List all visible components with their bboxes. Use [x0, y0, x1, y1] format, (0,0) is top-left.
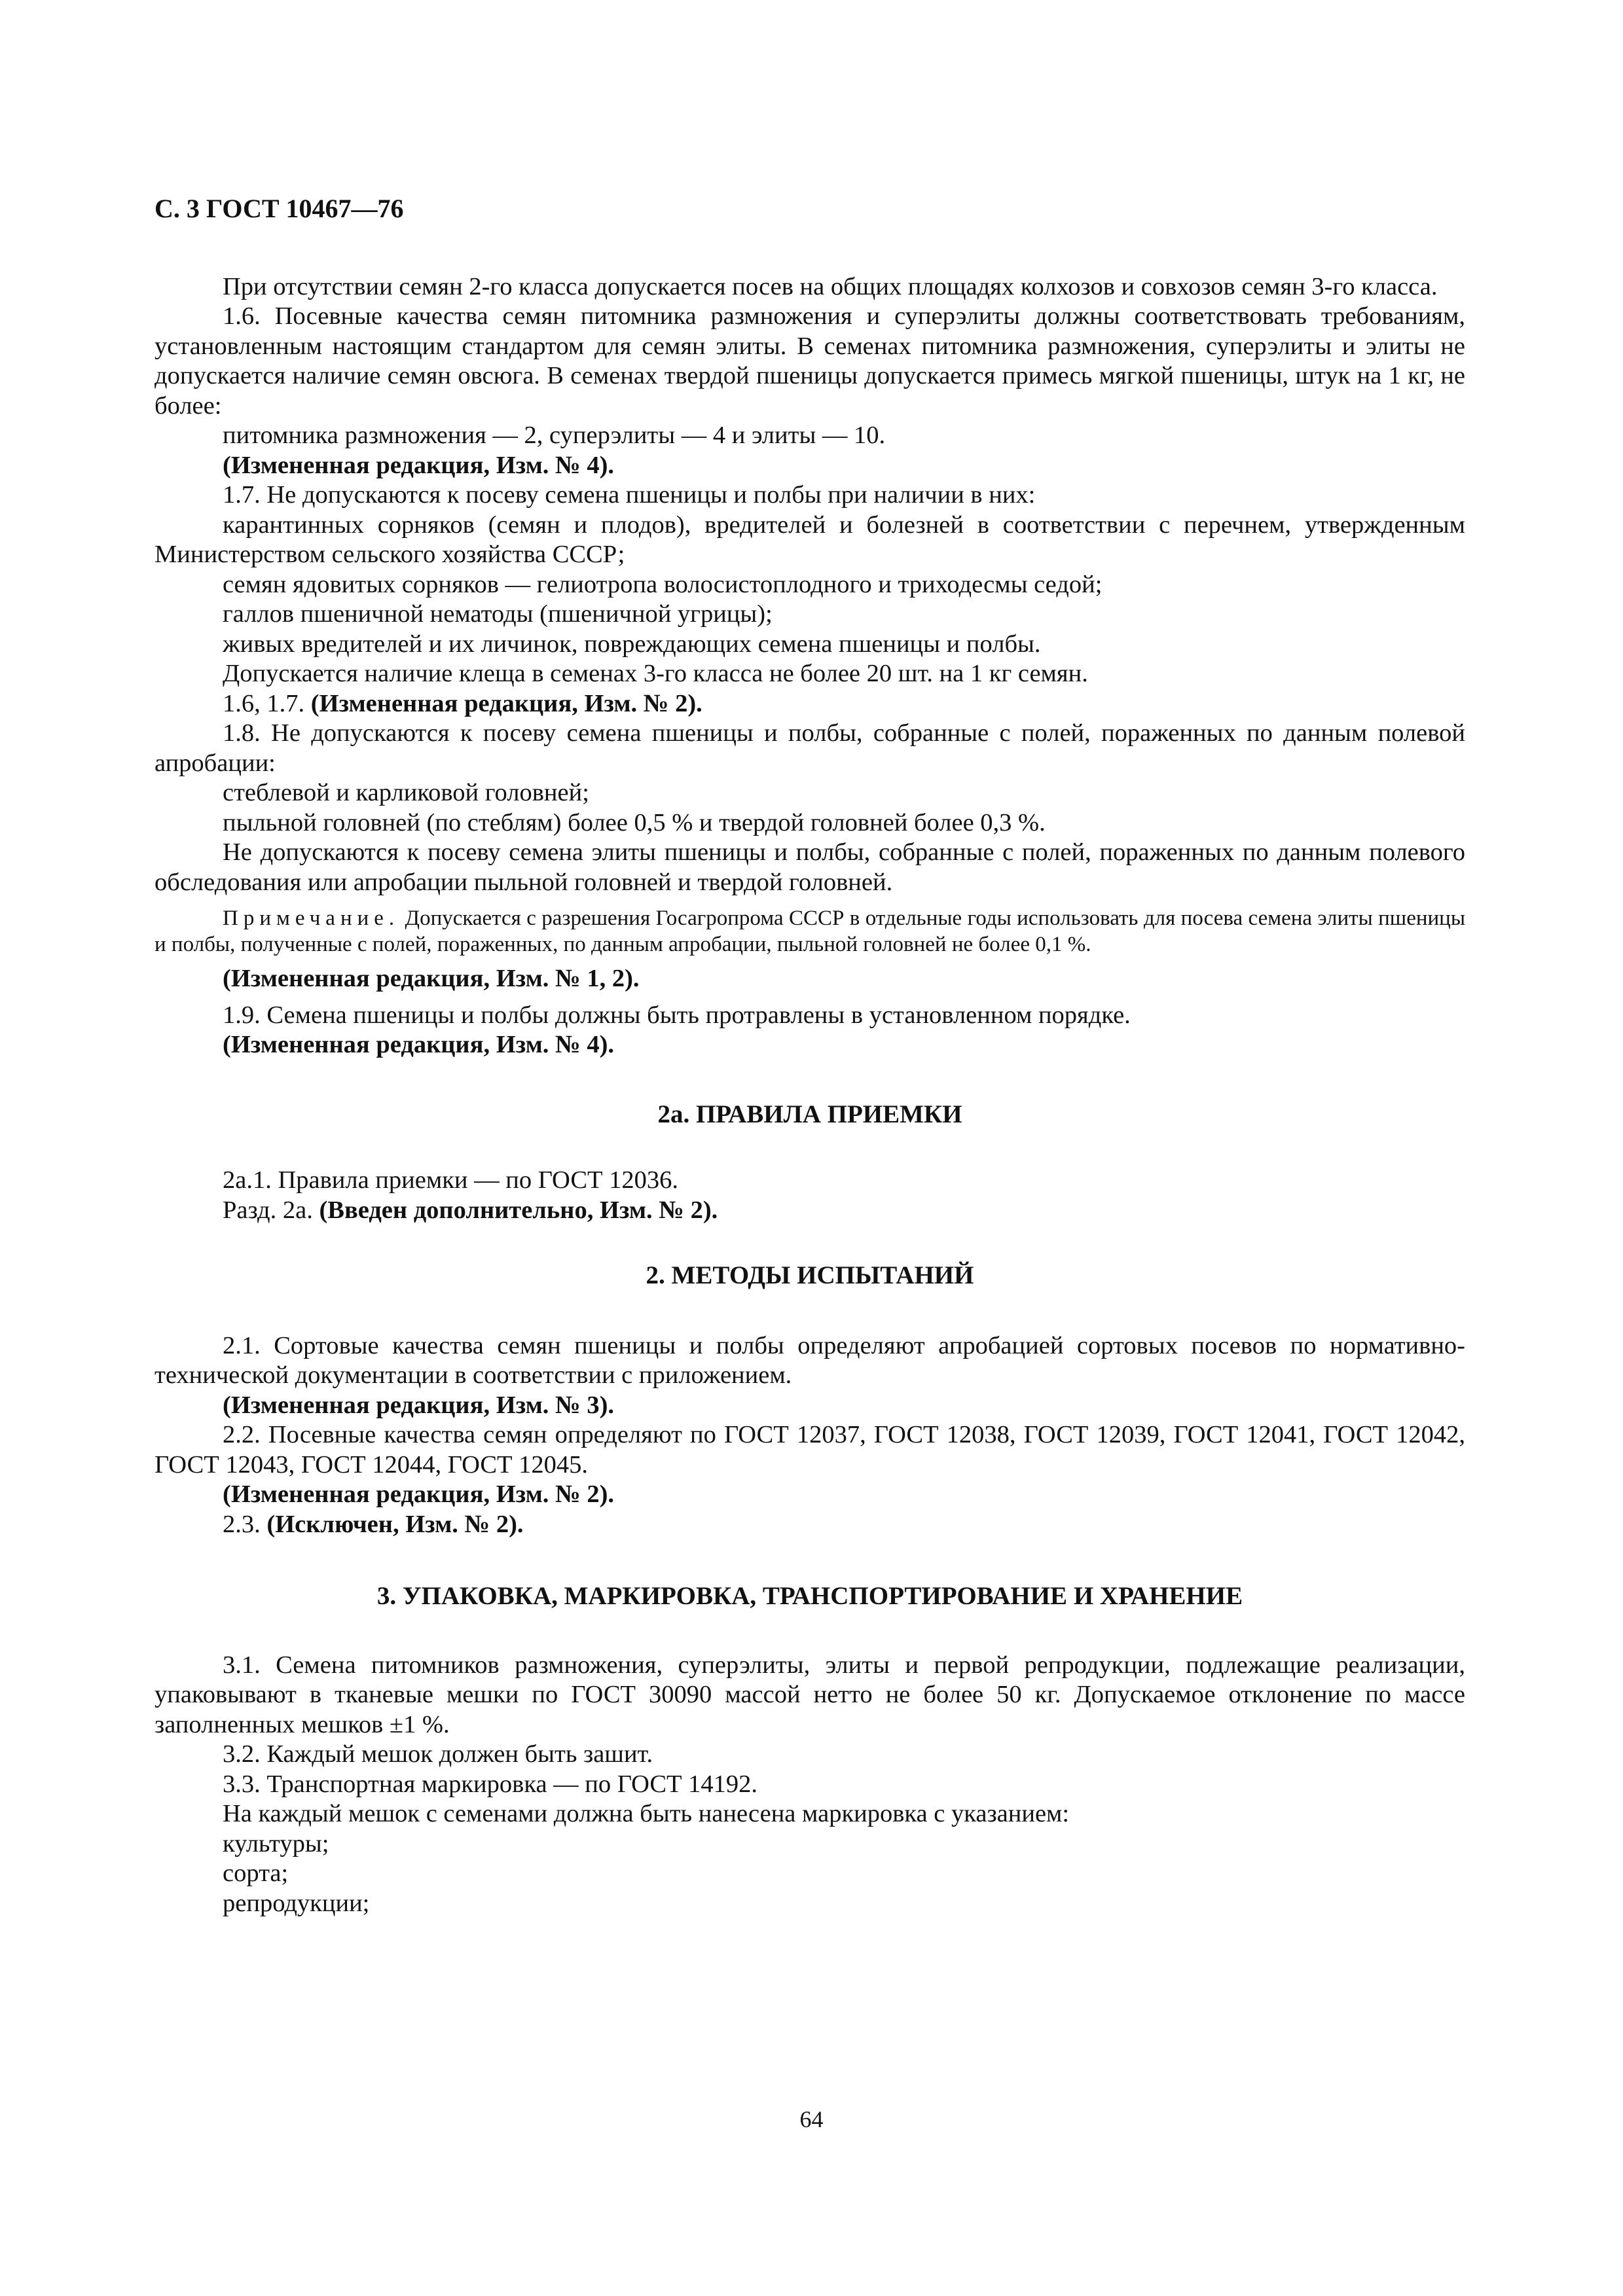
list-item: живых вредителей и их личинок, повреждающих семена пшеницы и полбы.	[223, 630, 1041, 658]
note-text: Допускается с разрешения Госагропрома СССР в отдельные годы использовать для посева семена элиты пшеницы и полбы, полученные с полей, пораженных, по данным апробации, пыльной головней не более 0,1 %.	[155, 906, 1465, 956]
list-item: пыльной головней (по стеблям) более 0,5 % и твердой головней более 0,3 %.	[223, 808, 1046, 836]
list-item: репродукции;	[223, 1889, 370, 1917]
clause-2-2: 2.2. Посевные качества семян определяют по ГОСТ 12037, ГОСТ 12038, ГОСТ 12039, ГОСТ 12041, ГОСТ 12042, ГОСТ 12043, ГОСТ 12044, ГОСТ 12045.	[155, 1421, 1465, 1479]
page-number: 64	[799, 2106, 824, 2132]
section-heading-3: 3. УПАКОВКА, МАРКИРОВКА, ТРАНСПОРТИРОВАНИЕ И ХРАНЕНИЕ	[376, 1582, 1243, 1610]
clause-2-1: 2.1. Сортовые качества семян пшеницы и полбы определяют апробацией сортовых посевов по нормативно-технической документации в соответствии с приложением.	[155, 1331, 1465, 1389]
document-page	[155, 194, 1465, 1918]
paragraph: Допускается наличие клеща в семенах 3-го класса не более 20 шт. на 1 кг семян.	[223, 660, 1088, 687]
list-item: галлов пшеничной нематоды (пшеничной угрицы);	[223, 600, 773, 628]
paragraph: Не допускаются к посеву семена элиты пшеницы и полбы, собранные с полей, пораженных по данным полевого обследования или апробации пыльной головней и твердой головней.	[155, 838, 1465, 896]
clause-2a-1: 2а.1. Правила приемки — по ГОСТ 12036.	[223, 1166, 679, 1194]
amendment-line	[155, 689, 1465, 719]
clause-ref: 1.6, 1.7.	[223, 689, 311, 717]
paragraph: На каждый мешок с семенами должна быть нанесена маркировка с указанием:	[223, 1800, 1070, 1827]
clause-ref: 2.3.	[223, 1510, 267, 1538]
amendment-note: (Измененная редакция, Изм. № 2).	[223, 1480, 615, 1508]
clause-1-6: 1.6. Посевные качества семян питомника размножения и суперэлиты должны соответствовать требованиям, установленным настоящим стандартом для семян элиты. В семенах питомника размножения, суперэлиты и элиты не допускается наличие семян овсюга. В семенах твердой пшеницы допускается примесь мягкой пшеницы, штук на 1 кг, не более:	[155, 302, 1465, 420]
amendment-note: (Введен дополнительно, Изм. № 2).	[319, 1196, 718, 1224]
clause-3-3: 3.3. Транспортная маркировка — по ГОСТ 14192.	[223, 1770, 758, 1798]
list-item: питомника размножения — 2, суперэлиты — 4 и элиты — 10.	[223, 422, 886, 449]
clause-3-2: 3.2. Каждый мешок должен быть зашит.	[223, 1740, 653, 1768]
clause-3-1: 3.1. Семена питомников размножения, суперэлиты, элиты и первой репродукции, подлежащие реализации, упаковывают в тканевые мешки по ГОСТ 30090 массой нетто не более 50 кг. Допускаемое отклонение по массе заполненных мешков ±1 %.	[155, 1651, 1465, 1738]
amendment-note: (Измененная редакция, Изм. № 2).	[310, 689, 702, 717]
list-item: стеблевой и карликовой головней;	[223, 779, 589, 806]
note	[155, 905, 1465, 958]
note-label: Примечание.	[223, 906, 400, 930]
amendment-note: (Исключен, Изм. № 2).	[266, 1510, 524, 1538]
amendment-line	[155, 1196, 1465, 1226]
amendment-note: (Измененная редакция, Изм. № 1, 2).	[223, 965, 640, 992]
amendment-note: (Измененная редакция, Изм. № 4).	[223, 451, 615, 479]
clause-1-8: 1.8. Не допускаются к посеву семена пшеницы и полбы, собранные с полей, пораженных по данным полевой апробации:	[155, 719, 1465, 777]
section-heading-2a: 2а. ПРАВИЛА ПРИЕМКИ	[657, 1100, 962, 1128]
list-item: семян ядовитых сорняков — гелиотропа волосистоплодного и триходесмы седой;	[223, 570, 1103, 598]
list-item: культуры;	[223, 1829, 329, 1857]
amendment-note: (Измененная редакция, Изм. № 3).	[223, 1391, 615, 1419]
section-heading-2: 2. МЕТОДЫ ИСПЫТАНИЙ	[646, 1261, 974, 1289]
running-header: С. 3 ГОСТ 10467—76	[155, 194, 404, 223]
amendment-note: (Измененная редакция, Изм. № 4).	[223, 1031, 615, 1058]
clause-ref: Разд. 2а.	[223, 1196, 319, 1224]
list-item: сорта;	[223, 1859, 289, 1887]
paragraph: При отсутствии семян 2-го класса допускается посев на общих площадях колхозов и совхозов семян 3-го класса.	[223, 272, 1438, 300]
list-item: карантинных сорняков (семян и плодов), вредителей и болезней в соответствии с перечнем, утвержденным Министерством сельского хозяйства СССР;	[155, 511, 1465, 568]
clause-1-7: 1.7. Не допускаются к посеву семена пшеницы и полбы при наличии в них:	[223, 481, 1036, 509]
clause-2-3	[155, 1510, 1465, 1540]
clause-1-9: 1.9. Семена пшеницы и полбы должны быть протравлены в установленном порядке.	[223, 1001, 1131, 1029]
